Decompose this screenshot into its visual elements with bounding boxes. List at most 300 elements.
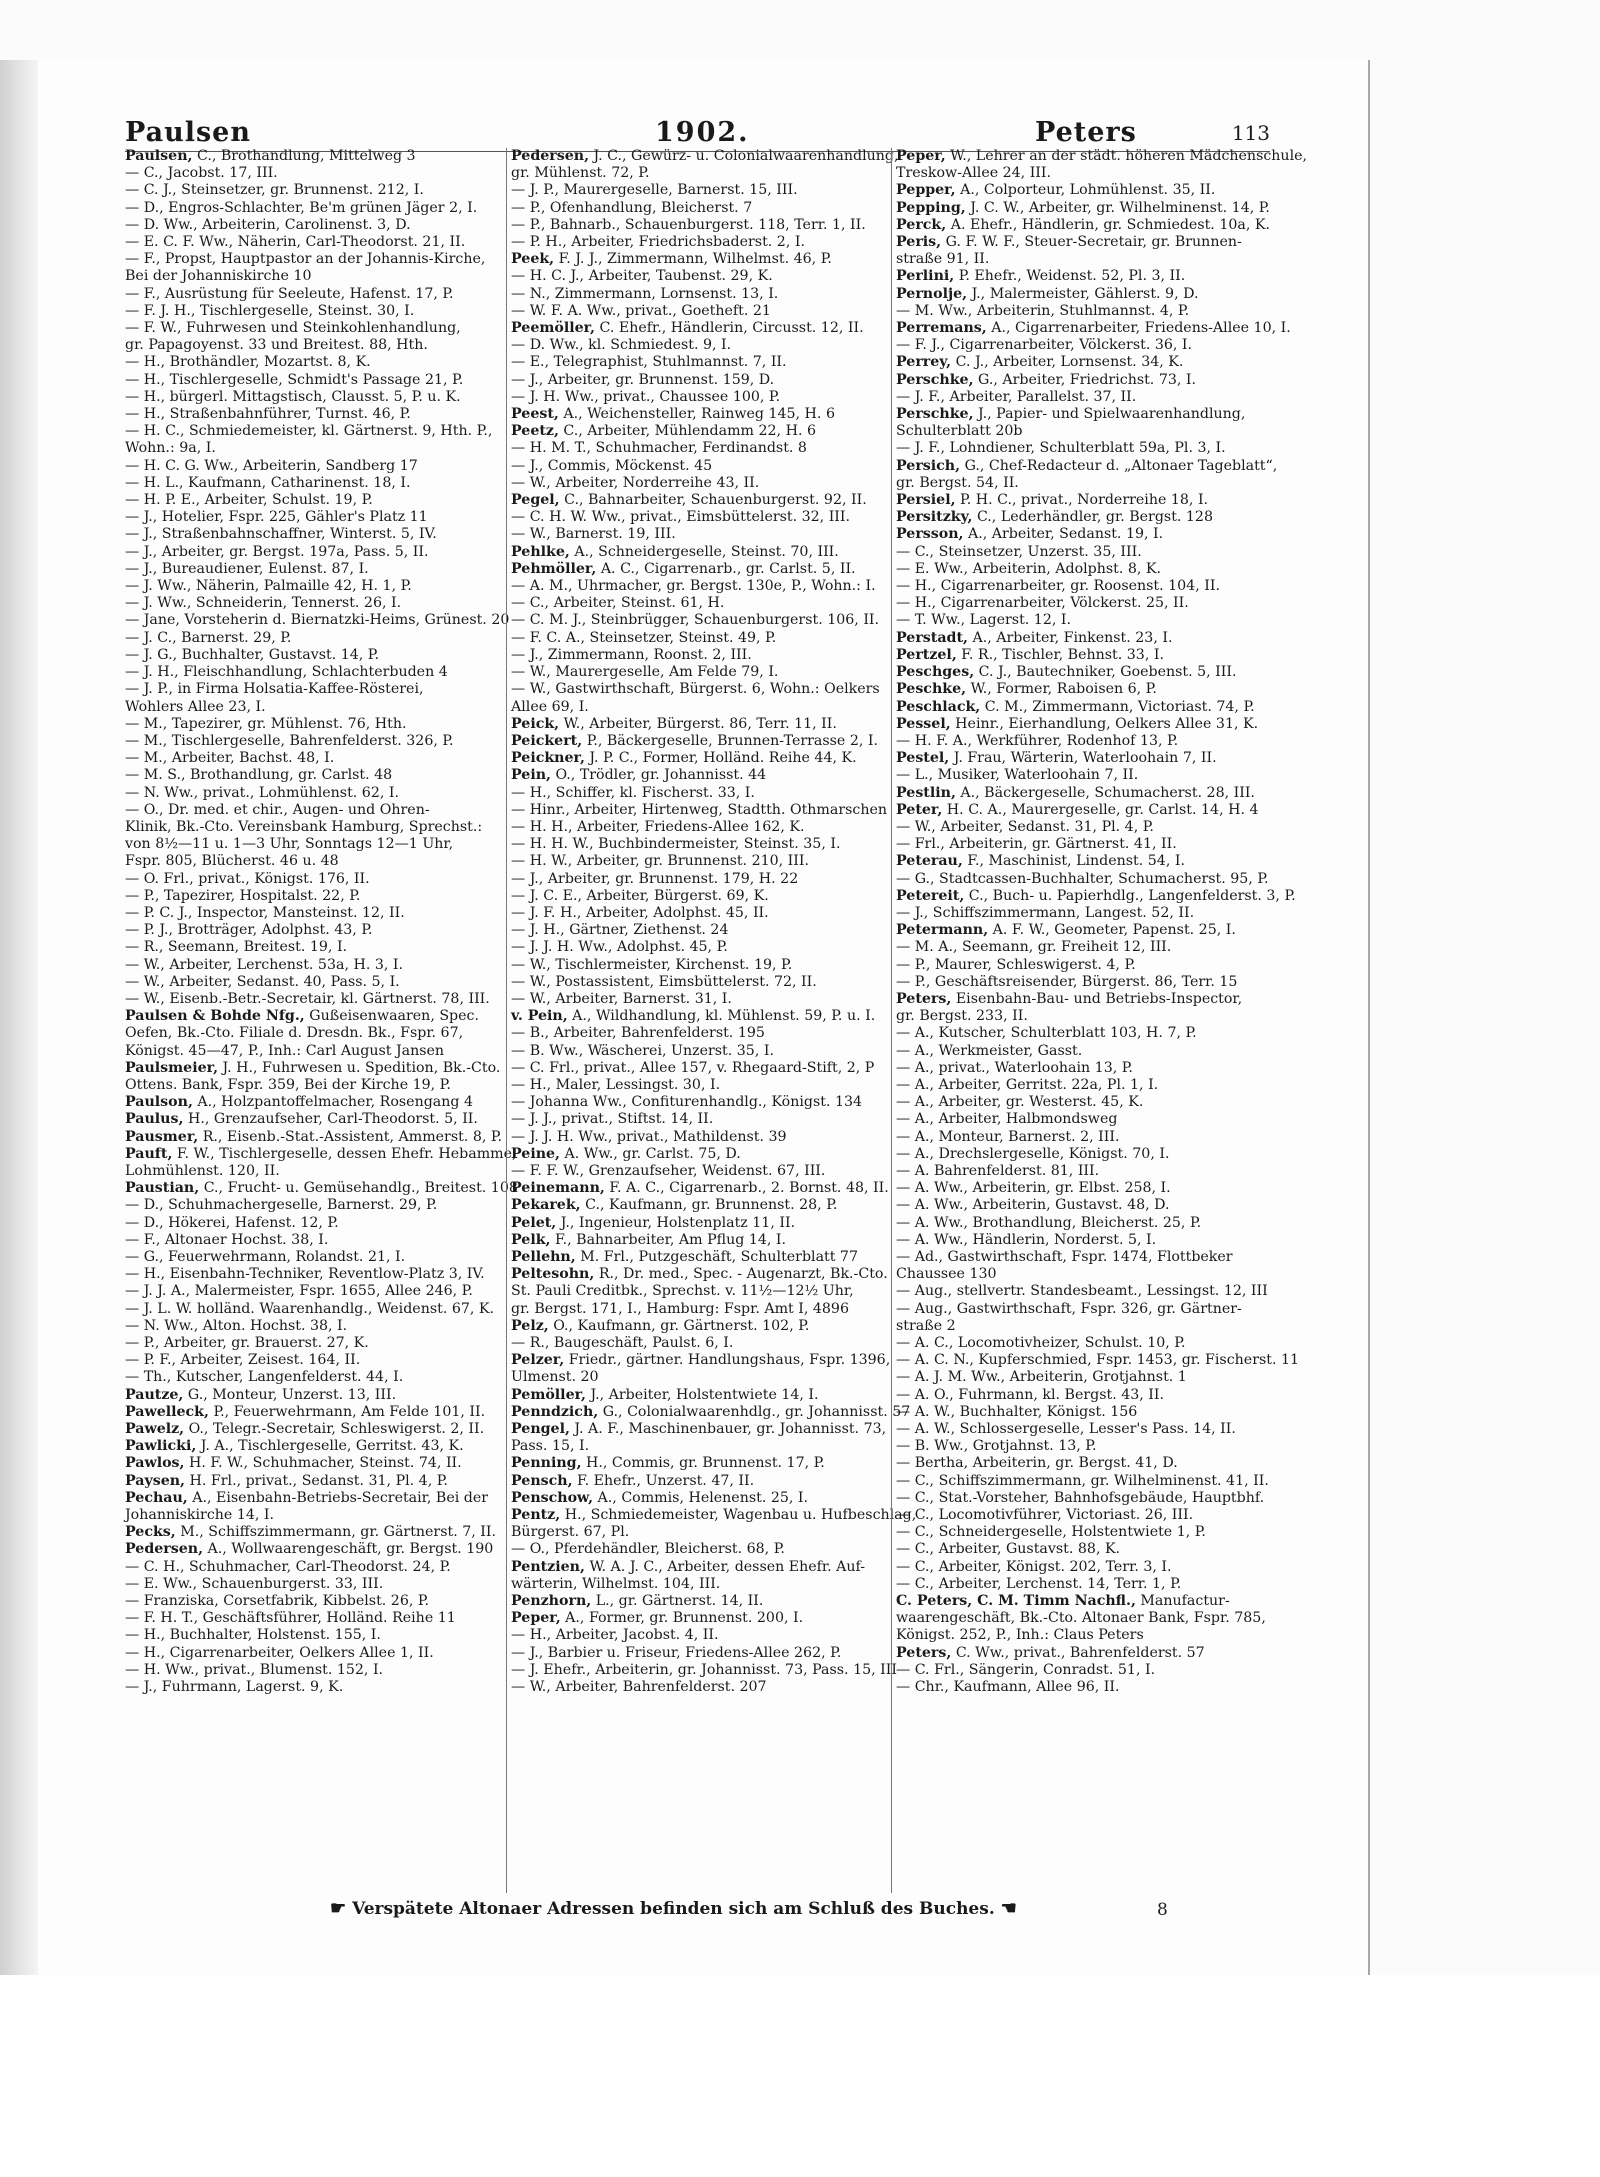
directory-entry (896, 1369, 1276, 1386)
entry-details: W., Former, Raboisen 6, P. (970, 681, 1157, 698)
entry-surname: Pelzer, (511, 1352, 565, 1369)
entry-details: F. W., Tischlergeselle, dessen Ehefr. Hebamme, (176, 1145, 517, 1162)
entry-surname: Paulson, (125, 1094, 193, 1111)
entry-surname: Petermann, (896, 922, 989, 939)
entry-surname: Pelz, (511, 1317, 549, 1334)
entry-details: A. C., Cigarrenarb., gr. Carlst. 5, II. (600, 560, 856, 577)
directory-entry (125, 905, 493, 922)
directory-entry (125, 939, 493, 956)
entry-details: — Jane, Vorsteherin d. Biernatzki-Heims, Grünest. 20 (125, 612, 510, 629)
directory-entry (511, 1111, 879, 1128)
entry-surname: Penndzich, (511, 1403, 599, 1420)
directory-entry (511, 716, 879, 733)
directory-entry (511, 251, 879, 268)
directory-entry (125, 1662, 493, 1679)
entry-surname: Pegel, (511, 492, 560, 509)
entry-details: Gußeisenwaaren, Spec. (309, 1008, 479, 1025)
directory-entry (896, 526, 1276, 543)
entry-details: Manufactur- (1140, 1593, 1230, 1610)
entry-details: — J. C. E., Arbeiter, Bürgerst. 69, K. (511, 887, 769, 904)
entry-details: — Hinr., Arbeiter, Hirtenweg, Stadtth. Othmarschen (511, 801, 888, 818)
entry-details: — H. H., Arbeiter, Friedens-Allee 162, K. (511, 818, 805, 835)
directory-entry (125, 1524, 496, 1541)
directory-entry (896, 509, 1276, 526)
directory-entry (896, 1129, 1276, 1146)
entry-details: — F., Ausrüstung für Seeleute, Hafenst. 17, P. (125, 285, 454, 302)
entry-details: — A., Arbeiter, gr. Westerst. 45, K. (896, 1094, 1144, 1111)
entry-details: A., Schneidergeselle, Steinst. 70, III. (574, 543, 839, 560)
entry-details: — P., Geschäftsreisender, Bürgerst. 86, Terr. 15 (896, 973, 1238, 990)
directory-entry (511, 1679, 879, 1696)
entry-surname: Pestlin, (896, 784, 956, 801)
directory-entry (511, 1490, 879, 1507)
directory-entry (511, 509, 879, 526)
entry-surname: Pessel, (896, 715, 951, 732)
entry-details: — L., Musiker, Waterloohain 7, II. (896, 767, 1139, 784)
directory-entry (511, 1627, 879, 1644)
entry-details: — F. J., Cigarrenarbeiter, Völckerst. 36, I. (896, 337, 1193, 354)
entry-details: R., Dr. med., Spec. - Augenarzt, Bk.-Cto. (598, 1266, 888, 1283)
directory-entry (511, 853, 879, 870)
directory-entry (511, 836, 879, 853)
entry-details: M. Frl., Putzgeschäft, Schulterblatt 77 (580, 1249, 858, 1265)
entry-details: — E., Telegraphist, Stuhlmannst. 7, II. (511, 354, 787, 371)
directory-entry (511, 1661, 897, 1679)
directory-entry (511, 440, 879, 457)
entry-details: — J. J. H. Ww., privat., Mathildenst. 39 (511, 1128, 787, 1145)
directory-entry (896, 1146, 1276, 1163)
entry-details: — H. H. W., Buchbindermeister, Steinst. 35, I. (511, 836, 841, 853)
directory-entry (896, 1008, 1276, 1025)
directory-entry (125, 630, 493, 647)
directory-entry (896, 1541, 1276, 1558)
directory-entry (896, 939, 1276, 956)
scan-binding-edge (0, 60, 38, 1975)
entry-details: — Bertha, Arbeiterin, gr. Bergst. 41, D. (896, 1455, 1178, 1472)
entry-details: C., Arbeiter, Mühlendamm 22, H. 6 (563, 423, 816, 440)
entry-details: A., Eisenbahn-Betriebs-Secretair, Bei der (192, 1489, 489, 1506)
entry-details: — H. Ww., privat., Blumenst. 152, I. (125, 1661, 384, 1678)
entry-surname: Peltesohn, (511, 1266, 595, 1283)
directory-entry (125, 1627, 493, 1644)
entry-details: Heinr., Eierhandlung, Oelkers Allee 31, K. (955, 715, 1259, 732)
entry-details: — H., Cigarrenarbeiter, Oelkers Allee 1, II. (125, 1644, 434, 1661)
entry-details: — G., Feuerwehrmann, Rolandst. 21, I. (125, 1249, 406, 1265)
entry-details: — D., Schuhmachergeselle, Barnerst. 29, P. (125, 1197, 438, 1214)
directory-entry (511, 888, 879, 905)
entry-details: — H. W., Arbeiter, gr. Brunnenst. 210, III. (511, 853, 810, 870)
entry-details: — Chr., Kaufmann, Allee 96, II. (896, 1679, 1120, 1696)
entry-details: — W., Postassistent, Eimsbüttelerst. 72, II. (511, 973, 817, 990)
entry-details: A., Wollwaarengeschäft, gr. Bergst. 190 (207, 1541, 494, 1558)
directory-entry (896, 1404, 1276, 1421)
directory-entry (896, 182, 1276, 199)
directory-entry (511, 1197, 879, 1214)
directory-entry (896, 1249, 1276, 1266)
directory-entry (125, 165, 493, 182)
entry-details: — A. W., Schlossergeselle, Lesser's Pass. 14, II. (896, 1421, 1236, 1438)
directory-entry (125, 647, 493, 664)
directory-entry (896, 647, 1276, 664)
directory-entry (896, 1438, 1276, 1455)
entry-details: J., Malermeister, Gählerst. 9, D. (971, 285, 1199, 302)
directory-entry (511, 1387, 879, 1404)
entry-details: F. R., Tischler, Behnst. 33, I. (961, 646, 1164, 663)
entry-surname: Peemöller, (511, 320, 596, 337)
entry-details: — A. C., Locomotivheizer, Schulst. 10, P. (896, 1335, 1186, 1352)
directory-entry (125, 733, 493, 750)
directory-entry (125, 578, 493, 595)
directory-entry (125, 836, 493, 853)
entry-surname: Pellehn, (511, 1249, 576, 1265)
entry-surname: Pein, (511, 767, 551, 784)
entry-details: — J. J., privat., Stiftst. 14, II. (511, 1111, 714, 1128)
entry-details: — M., Arbeiter, Bachst. 48, I. (125, 750, 335, 767)
directory-entry (896, 475, 1276, 492)
directory-entry (125, 1232, 493, 1249)
directory-entry (896, 991, 1276, 1008)
entry-surname: Pehmöller, (511, 560, 597, 577)
entry-details: Allee 69, I. (511, 698, 589, 715)
entry-surname: Penning, (511, 1455, 582, 1472)
entry-surname: Peick, (511, 715, 560, 732)
directory-entry (125, 888, 493, 905)
directory-entry (125, 234, 493, 251)
entry-details: — J. P., in Firma Holsatia-Kaffee-Rösterei, (125, 681, 424, 698)
directory-entry (125, 853, 493, 870)
directory-entry (125, 1163, 493, 1180)
directory-entry (125, 182, 493, 199)
directory-entry (511, 492, 879, 509)
directory-entry (896, 303, 1276, 320)
directory-entry (511, 922, 879, 939)
directory-entry (511, 630, 879, 647)
entry-details: — W., Eisenb.-Betr.-Secretair, kl. Gärtnerst. 78, III. (125, 990, 490, 1007)
entry-details: — C., Stat.-Vorsteher, Bahnhofsgebäude, Hauptbhf. (896, 1489, 1265, 1506)
entry-details: J. H., Fuhrwesen u. Spedition, Bk.-Cto. (222, 1059, 501, 1076)
entry-details: — P., Ofenhandlung, Bleicherst. 7 (511, 199, 753, 216)
directory-entry (896, 1455, 1276, 1472)
directory-entry (125, 991, 493, 1008)
directory-entry (511, 320, 879, 337)
directory-entry (511, 957, 879, 974)
directory-entry (125, 1215, 493, 1232)
entry-details: — P., Maurer, Schleswigerst. 4, P. (896, 956, 1136, 973)
directory-entry (896, 286, 1276, 303)
directory-entry (896, 354, 1276, 371)
entry-details: — A., Werkmeister, Gasst. (896, 1042, 1083, 1059)
entry-details: Königst. 45—47, P., Inh.: Carl August Jansen (125, 1042, 445, 1059)
entry-surname: Pentz, (511, 1507, 561, 1524)
entry-details: H., Schmiedemeister, Wagenbau u. Hufbeschlag, (564, 1507, 917, 1524)
entry-surname: Peterau, (896, 853, 963, 870)
entry-details: — O., Pferdehändler, Bleicherst. 68, P. (511, 1541, 785, 1558)
entry-surname: Pelk, (511, 1231, 551, 1248)
directory-entry (511, 1163, 879, 1180)
entry-details: Oefen, Bk.-Cto. Filiale d. Dresdn. Bk., Fspr. 67, (125, 1025, 464, 1042)
entry-surname: Perschke, (896, 371, 974, 388)
directory-entry (896, 337, 1276, 354)
entry-details: J., Papier- und Spielwaarenhandlung, (978, 406, 1246, 423)
directory-entry (125, 1645, 493, 1662)
entry-details: H. Frl., privat., Sedanst. 31, Pl. 4, P. (189, 1472, 448, 1489)
entry-details: C. J., Bautechniker, Goebenst. 5, III. (978, 664, 1237, 681)
directory-entry (125, 957, 493, 974)
directory-column-3 (891, 148, 1308, 1893)
directory-entry (125, 1404, 493, 1421)
entry-details: — J., Arbeiter, gr. Brunnenst. 179, H. 22 (511, 870, 799, 887)
directory-entry (896, 1318, 1276, 1335)
entry-details: — A., Arbeiter, Halbmondsweg (896, 1111, 1118, 1128)
entry-details: gr. Bergst. 233, II. (896, 1008, 1028, 1025)
entry-surname: Penschow, (511, 1489, 594, 1506)
directory-entry (511, 1094, 879, 1111)
directory-entry (511, 1025, 879, 1042)
directory-entry (511, 733, 879, 750)
entry-details: — A. W., Buchhalter, Königst. 156 (896, 1403, 1138, 1420)
directory-entry (511, 1438, 879, 1455)
entry-details: — A., Kutscher, Schulterblatt 103, H. 7, P. (896, 1025, 1197, 1042)
directory-entry (125, 492, 493, 509)
entry-details: — H., Maler, Lessingst. 30, I. (511, 1076, 721, 1093)
directory-entry (511, 1352, 891, 1369)
entry-details: — Th., Kutscher, Langenfelderst. 44, I. (125, 1369, 404, 1386)
directory-entry (511, 303, 879, 320)
directory-entry (125, 1421, 493, 1438)
directory-entry (125, 337, 493, 354)
directory-entry (896, 1627, 1276, 1644)
directory-entry (511, 1060, 879, 1077)
entry-details: W., Lehrer an der städt. höheren Mädchenschule, (950, 148, 1308, 164)
directory-entry (125, 423, 493, 440)
entry-details: A., Bäckergeselle, Schumacherst. 28, III. (960, 784, 1255, 801)
entry-details: — C. M. J., Steinbrügger, Schauenburgerst. 106, II. (511, 612, 880, 629)
entry-details: — J. L. W. holländ. Waarenhandlg., Weidenst. 67, K. (125, 1300, 495, 1317)
directory-entry (896, 1335, 1276, 1352)
directory-entry (511, 1576, 879, 1593)
directory-entry (896, 836, 1276, 853)
directory-entry (511, 165, 879, 182)
running-head-right: Peters (1035, 117, 1137, 148)
entry-details: P., Feuerwehrmann, Am Felde 101, II. (213, 1403, 486, 1420)
entry-details: — W., Arbeiter, Barnerst. 31, I. (511, 990, 732, 1007)
directory-entry (896, 320, 1291, 337)
entry-details: C., Brothandlung, Mittelweg 3 (196, 148, 416, 164)
entry-details: — W., Maurergeselle, Am Felde 79, I. (511, 664, 779, 681)
entry-details: — N. Ww., privat., Lohmühlenst. 62, I. (125, 784, 399, 801)
entry-surname: Pekarek, (511, 1197, 581, 1214)
entry-details: — N., Zimmermann, Lornsenst. 13, I. (511, 285, 779, 302)
entry-surname: Peest, (511, 406, 559, 423)
directory-entry (896, 1043, 1276, 1060)
directory-entry (125, 303, 493, 320)
entry-surname: Penzhorn, (511, 1593, 592, 1610)
entry-details: A., Holzpantoffelmacher, Rosengang 4 (197, 1094, 474, 1111)
directory-entry (896, 871, 1276, 888)
directory-entry (125, 1593, 493, 1610)
entry-details: — G., Stadtcassen-Buchhalter, Schumacherst. 95, P. (896, 870, 1269, 887)
directory-entry (125, 1111, 493, 1128)
running-head (125, 115, 1270, 152)
entry-details: — P. C. J., Inspector, Mansteinst. 12, II. (125, 904, 405, 921)
entry-details: Lohmühlenst. 120, II. (125, 1162, 280, 1179)
entry-details: — Ad., Gastwirthschaft, Fspr. 1474, Flottbeker (896, 1249, 1233, 1265)
entry-details: H., Commis, gr. Brunnenst. 17, P. (586, 1455, 825, 1472)
directory-entry (896, 733, 1276, 750)
directory-entry (896, 578, 1276, 595)
entry-surname: Pecks, (125, 1524, 176, 1541)
entry-details: P., Bäckergeselle, Brunnen-Terrasse 2, I. (586, 732, 878, 749)
directory-entry (896, 1077, 1276, 1094)
directory-entry (125, 1559, 493, 1576)
directory-entry (896, 1060, 1276, 1077)
directory-entry (896, 1163, 1276, 1180)
directory-entry (896, 630, 1276, 647)
directory-entry (511, 354, 879, 371)
entry-details: R., Eisenb.-Stat.-Assistent, Ammerst. 8, P. (202, 1128, 503, 1145)
entry-details: — A., Drechslergeselle, Königst. 70, I. (896, 1145, 1170, 1162)
entry-details: — B. Ww., Wäscherei, Unzerst. 35, I. (511, 1042, 774, 1059)
entry-details: C., Kaufmann, gr. Brunnenst. 28, P. (585, 1197, 838, 1214)
directory-entry (896, 1524, 1276, 1541)
directory-entry (896, 1662, 1276, 1679)
entry-surname: Pensch, (511, 1472, 573, 1489)
directory-entry (511, 1610, 879, 1627)
entry-details: — P. J., Brotträger, Adolphst. 43, P. (125, 922, 373, 939)
entry-details: — A. O., Fuhrmann, kl. Bergst. 43, II. (896, 1386, 1165, 1403)
directory-entry (125, 1301, 493, 1318)
directory-entry (125, 526, 493, 543)
entry-details: — W., Arbeiter, Sedanst. 31, Pl. 4, P. (896, 818, 1154, 835)
entry-surname: Pauft, (125, 1145, 173, 1162)
entry-details: O., Trödler, gr. Johannisst. 44 (555, 767, 767, 784)
directory-entry (896, 1490, 1276, 1507)
directory-entry (896, 612, 1276, 629)
entry-details: G., Chef-Redacteur d. „Altonaer Tageblatt“, (964, 457, 1278, 474)
entry-details: Bürgerst. 67, Pl. (511, 1524, 630, 1541)
entry-details: — J. Ww., Schneiderin, Tennerst. 26, I. (125, 595, 402, 612)
entry-details: — P., Bahnarb., Schauenburgerst. 118, Terr. 1, II. (511, 216, 866, 233)
entry-details: — J., Commis, Möckenst. 45 (511, 457, 713, 474)
directory-entry (125, 286, 493, 303)
entry-details: G., Monteur, Unzerst. 13, III. (187, 1386, 397, 1403)
entry-details: — H., Buchhalter, Holstenst. 155, I. (125, 1627, 381, 1644)
entry-details: — A. C. N., Kupferschmied, Fspr. 1453, gr. Fischerst. 11 (896, 1352, 1300, 1369)
entry-details: — J., Schiffszimmermann, Langest. 52, II. (896, 904, 1195, 921)
directory-entry (896, 595, 1276, 612)
entry-surname: Perrey, (896, 354, 952, 371)
directory-entry (125, 664, 493, 681)
entry-details: — J., Arbeiter, gr. Bergst. 197a, Pass. 5, II. (125, 543, 429, 560)
directory-entry (511, 286, 879, 303)
directory-entry (896, 234, 1276, 251)
directory-entry (511, 1593, 879, 1610)
directory-entry (511, 750, 879, 767)
directory-entry (896, 200, 1276, 217)
directory-entry (125, 1128, 503, 1146)
directory-entry (896, 1576, 1276, 1593)
entry-details: Klinik, Bk.-Cto. Vereinsbank Hamburg, Sprechst.: (125, 818, 483, 835)
directory-entry (511, 544, 879, 561)
entry-surname: Pengel, (511, 1421, 570, 1438)
entry-surname: Peickert, (511, 732, 583, 749)
entry-details: — H., Eisenbahn-Techniker, Reventlow-Platz 3, IV. (125, 1266, 485, 1283)
entry-surname: Perschke, (896, 406, 974, 423)
directory-entry (125, 1387, 493, 1404)
directory-entry (511, 561, 879, 578)
entry-details: — H., Brothändler, Mozartst. 8, K. (125, 354, 371, 371)
entry-details: — A., privat., Waterloohain 13, P. (896, 1059, 1133, 1076)
directory-entry (125, 922, 493, 939)
entry-details: W., Arbeiter, Bürgerst. 86, Terr. 11, II. (563, 715, 837, 732)
directory-entry (896, 1645, 1276, 1662)
entry-details: — P., Tapezirer, Hospitalst. 22, P. (125, 887, 361, 904)
entry-details: — D. Ww., Arbeiterin, Carolinenst. 3, D. (125, 216, 411, 233)
entry-details: A., Former, gr. Brunnenst. 200, I. (565, 1610, 804, 1627)
entry-details: — Franziska, Corsetfabrik, Kibbelst. 26, P. (125, 1593, 430, 1610)
entry-details: A., Arbeiter, Sedanst. 19, I. (968, 526, 1164, 543)
entry-details: — P. F., Arbeiter, Zeisest. 164, II. (125, 1352, 361, 1369)
directory-entry (896, 423, 1276, 440)
directory-entry (511, 1129, 879, 1146)
entry-surname: Paustian, (125, 1180, 200, 1197)
entry-details: von 8½—11 u. 1—3 Uhr, Sonntags 12—1 Uhr, (125, 836, 454, 853)
entry-details: — Aug., Gastwirthschaft, Fspr. 326, gr. Gärtner- (896, 1300, 1242, 1317)
entry-details: — M. S., Brothandlung, gr. Carlst. 48 (125, 767, 393, 784)
entry-details: O., Kaufmann, gr. Gärtnerst. 102, P. (553, 1317, 810, 1334)
entry-surname: Perremans, (896, 320, 987, 337)
entry-surname: Pedersen, (511, 148, 590, 164)
entry-details: — J. C., Barnerst. 29, P. (125, 629, 292, 646)
entry-details: — A., Arbeiter, Gerritst. 22a, Pl. 1, I. (896, 1076, 1159, 1093)
entry-details: L., gr. Gärtnerst. 14, II. (595, 1593, 764, 1610)
directory-entry (511, 1180, 889, 1197)
entry-details: Bei der Johanniskirche 10 (125, 268, 312, 285)
directory-entry (125, 1679, 493, 1696)
footer-note (330, 1898, 1030, 1919)
entry-details: — A. Ww., Arbeiterin, Gustavst. 48, D. (896, 1197, 1170, 1214)
directory-entry (511, 372, 879, 389)
entry-details: — C., Schneidergeselle, Holstentwiete 1, P. (896, 1524, 1206, 1541)
directory-entry (896, 1197, 1276, 1214)
directory-entry (511, 647, 879, 664)
directory-entry (125, 440, 493, 457)
entry-details: — A. Ww., Händlerin, Norderst. 5, I. (896, 1231, 1157, 1248)
directory-entry (125, 268, 493, 285)
entry-surname: Pawlos, (125, 1455, 185, 1472)
directory-entry (125, 354, 493, 371)
entry-surname: Pemöller, (511, 1386, 586, 1403)
entry-details: — E. Ww., Arbeiterin, Adolphst. 8, K. (896, 560, 1162, 577)
entry-details: — D. Ww., kl. Schmiedest. 9, I. (511, 337, 732, 354)
entry-details: G., Arbeiter, Friedrichst. 73, I. (978, 371, 1197, 388)
entry-surname: Persich, (896, 457, 961, 474)
entry-details: — J. Ww., Näherin, Palmaille 42, H. 1, P. (125, 578, 412, 595)
directory-entry (896, 681, 1276, 698)
entry-details: C. Ww., privat., Bahrenfelderst. 57 (955, 1644, 1205, 1661)
directory-entry (511, 1249, 879, 1266)
entry-surname: v. Pein, (511, 1008, 568, 1025)
entry-surname: Pechau, (125, 1489, 188, 1506)
entry-details: — J. F., Lohndiener, Schulterblatt 59a, Pl. 3, I. (896, 440, 1226, 457)
directory-entry (125, 871, 493, 888)
directory-entry (511, 217, 879, 234)
directory-entry (511, 785, 879, 802)
directory-entry (896, 217, 1276, 234)
directory-entry (125, 750, 493, 767)
scan-blank-margin (0, 1975, 1600, 2177)
directory-entry (511, 458, 879, 475)
